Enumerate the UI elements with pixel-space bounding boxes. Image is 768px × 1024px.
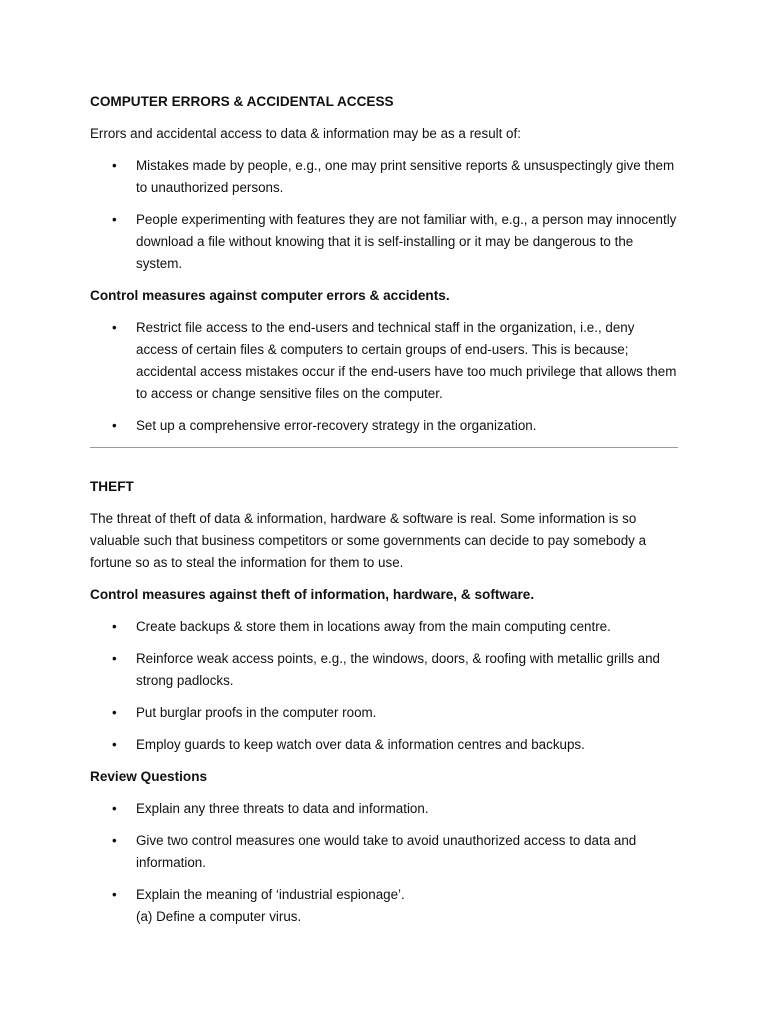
list-item-text: Employ guards to keep watch over data & information centres and backups. [136, 737, 585, 752]
section-divider [90, 447, 678, 448]
list-item [90, 616, 678, 638]
list-item [90, 648, 678, 692]
section-intro-paragraph: Errors and accidental access to data & information may be as a result of: [90, 126, 521, 141]
list-item [90, 317, 678, 405]
list-item-text: Mistakes made by people, e.g., one may print sensitive reports & unsuspectingly give them to unauthorized persons. [136, 158, 675, 195]
list-item [90, 702, 678, 724]
error-controls-list [90, 317, 678, 437]
control-measures-heading-errors: Control measures against computer errors & accidents. [90, 288, 450, 303]
section-heading-computer-errors: COMPUTER ERRORS & ACCIDENTAL ACCESS [90, 94, 394, 109]
bullet-icon: • [112, 418, 117, 433]
theft-intro-paragraph: The threat of theft of data & information, hardware & software is real. Some information is so valuable such that business competitors or some governments can decide to pay somebody a fortune so as to steal the information for them to use. [90, 511, 647, 570]
review-questions-heading: Review Questions [90, 769, 208, 784]
bullet-icon: • [112, 833, 117, 848]
list-item-text: Restrict file access to the end-users and technical staff in the organization, i.e., deny access of certain files & computers to certain groups of end-users. This is because; accidental access mistakes occur if the end-users have too much privilege that allows them to access or change sensitive files on the computer. [136, 320, 677, 401]
list-item-text: Explain any three threats to data and information. [136, 801, 429, 816]
list-item [90, 155, 678, 199]
list-item-text: Give two control measures one would take to avoid unauthorized access to data and information. [136, 833, 637, 870]
bullet-icon: • [112, 801, 117, 816]
list-item-text: Set up a comprehensive error-recovery strategy in the organization. [136, 418, 537, 433]
bullet-icon: • [112, 887, 117, 902]
bullet-icon: • [112, 737, 117, 752]
bullet-icon: • [112, 212, 117, 227]
sub-question: (a) Define a computer virus. [136, 909, 302, 924]
list-item-text: Put burglar proofs in the computer room. [136, 705, 377, 720]
bullet-icon: • [112, 651, 117, 666]
list-item-text: Explain the meaning of ‘industrial espionage’. [136, 887, 405, 902]
list-item-text: Reinforce weak access points, e.g., the windows, doors, & roofing with metallic grills and strong padlocks. [136, 651, 660, 688]
theft-controls-list [90, 616, 678, 756]
error-causes-list [90, 155, 678, 275]
bullet-icon: • [112, 158, 117, 173]
bullet-icon: • [112, 705, 117, 720]
list-item-text: People experimenting with features they are not familiar with, e.g., a person may innocently download a file without knowing that it is self-installing or it may be dangerous to the system. [136, 212, 677, 271]
list-item-text: Create backups & store them in locations away from the main computing centre. [136, 619, 611, 634]
list-item [90, 798, 678, 820]
bullet-icon: • [112, 320, 117, 335]
list-item [90, 830, 678, 874]
list-item [90, 884, 678, 928]
list-item [90, 734, 678, 756]
list-item [90, 415, 678, 437]
bullet-icon: • [112, 619, 117, 634]
section-heading-theft: THEFT [90, 479, 134, 494]
review-questions-list [90, 798, 678, 928]
list-item [90, 209, 678, 275]
control-measures-heading-theft: Control measures against theft of information, hardware, & software. [90, 587, 535, 602]
